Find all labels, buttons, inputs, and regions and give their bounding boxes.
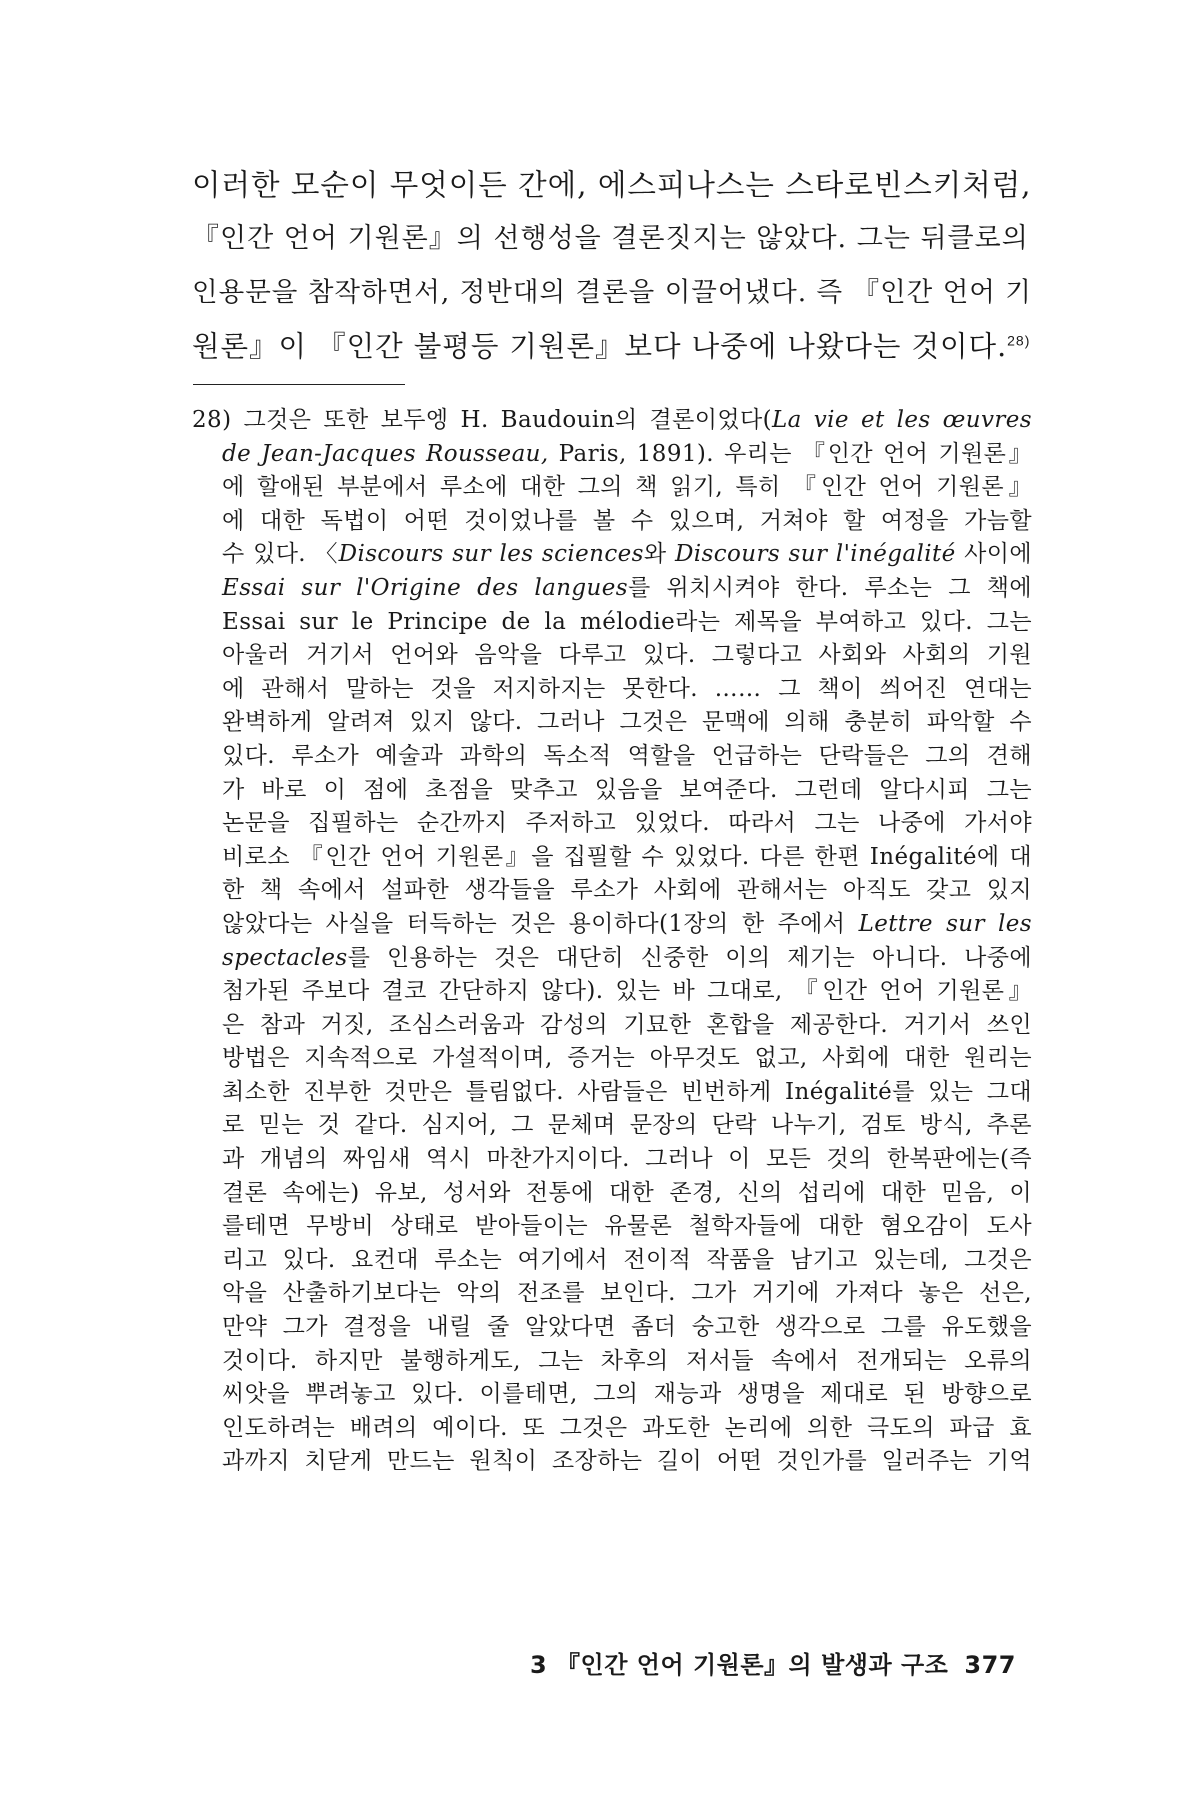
footnote-line: 를테면 무방비 상태로 받아들이는 유물론 철학자들에 대한 혐오감이 도사 <box>222 1213 1032 1240</box>
footnote-line: 만약 그가 결정을 내릴 줄 알았다면 좀더 숭고한 생각으로 그를 유도했을 <box>222 1314 1032 1341</box>
footnote-line: 은 참과 거짓, 조심스러움과 감성의 기묘한 혼합을 제공한다. 거기서 쓰인 <box>222 1011 1032 1038</box>
footnote-28 <box>192 404 1032 1479</box>
footnote-line: 로 믿는 것 같다. 심지어, 그 문체며 문장의 단락 나누기, 검토 방식, 추론 <box>222 1112 1032 1139</box>
footnote-italic-title: La vie et les œuvres <box>771 407 1032 433</box>
footnote-line: 한 책 속에서 설파한 생각들을 루소가 사회에 관해서는 아직도 갖고 있지 <box>222 877 1032 904</box>
footnote-line: 과 개념의 짜임새 역시 마찬가지이다. 그러나 이 모든 것의 한복판에는(즉 <box>222 1146 1032 1173</box>
footnote-italic-title: Discours sur les sciences <box>338 541 644 568</box>
footnote-line <box>192 942 1032 976</box>
footnote-line: 씨앗을 뿌려놓고 있다. 이를테면, 그의 재능과 생명을 제대로 된 방향으로 <box>222 1381 1032 1408</box>
footnote-line: 최소한 진부한 것만은 틀림없다. 사람들은 빈번하게 Inégalité를 있는 그대 <box>222 1078 1032 1105</box>
footnote-text: Paris, 1891). 우리는 『인간 언어 기원론』 <box>548 440 1032 467</box>
footnote-line: 아울러 거기서 언어와 음악을 다루고 있다. 그렇다고 사회와 사회의 기원 <box>222 642 1032 669</box>
footnote-italic-title: Lettre sur les <box>858 910 1032 937</box>
footnote-text: 를 위치시켜야 한다. 루소는 그 책에 <box>627 574 1032 601</box>
footnote-line: 과까지 치닫게 만드는 원칙이 조장하는 길이 어떤 것인가를 일러주는 기억 <box>222 1448 1032 1475</box>
body-line: 『인간 언어 기원론』의 선행성을 결론짓지는 않았다. 그는 뒤클로의 <box>192 223 1029 254</box>
footnote-line: 가 바로 이 점에 초점을 맞추고 있음을 보여준다. 그런데 알다시피 그는 <box>222 776 1032 803</box>
footnote-line: 완벽하게 알려져 있지 않다. 그러나 그것은 문맥에 의해 충분히 파악할 수 <box>222 709 1032 736</box>
footnote-line <box>192 538 1032 572</box>
footnote-line: 논문을 집필하는 순간까지 주저하고 있었다. 따라서 그는 나중에 가서야 <box>222 810 1032 837</box>
footnote-line: 에 할애된 부분에서 루소에 대한 그의 책 읽기, 특히 『인간 언어 기원론』 <box>222 474 1032 501</box>
footnote-line: 리고 있다. 요컨대 루소는 여기에서 전이적 작품을 남기고 있는데, 그것은 <box>222 1246 1032 1273</box>
footnote-line: 있다. 루소가 예술과 과학의 독소적 역할을 언급하는 단락들은 그의 견해 <box>222 742 1032 769</box>
body-line-text: 원론』이 『인간 불평등 기원론』보다 나중에 나왔다는 것이다. <box>192 330 1008 363</box>
footnote-italic-title: Essai sur l'Origine des langues <box>222 574 628 601</box>
footnote-line <box>192 438 1032 472</box>
body-line <box>192 320 1032 374</box>
body-line: 인용문을 참작하면서, 정반대의 결론을 이끌어냈다. 즉 『인간 언어 기 <box>192 277 1032 308</box>
footnote-italic-title: de Jean-Jacques Rousseau, <box>222 440 549 467</box>
footnote-line: 에 대한 독법이 어떤 것이었나를 볼 수 있으며, 거쳐야 할 여정을 가늠할 <box>222 507 1032 534</box>
page-number: 377 <box>964 1651 1016 1679</box>
footnote-line <box>192 572 1032 606</box>
footnote-line: 방법은 지속적으로 가설적이며, 증거는 아무것도 없고, 사회에 대한 원리는 <box>222 1045 1032 1072</box>
footnote-line: Essai sur le Principe de la mélodie라는 제목을 부여하고 있다. 그는 <box>222 608 1032 635</box>
footnote-line: 첨가된 주보다 결코 간단하지 않다). 있는 바 그대로, 『인간 언어 기원론』 <box>222 978 1032 1005</box>
chapter-title: 3 『인간 언어 기원론』의 발생과 구조 <box>530 1651 949 1679</box>
footnote-line: 것이다. 하지만 불행하게도, 그는 차후의 저서들 속에서 전개되는 오류의 <box>222 1347 1032 1374</box>
footnote-text: 그것은 또한 보두엥 H. Baudouin의 결론이었다( <box>243 407 772 433</box>
footnote-text: 않았다는 사실을 터득하는 것은 용이하다(1장의 한 주에서 <box>222 910 859 937</box>
body-line: 이러한 모순이 무엇이든 간에, 에스피나스는 스타로빈스키처럼, <box>192 168 1032 202</box>
footnote-text: 수 있다. 〈 <box>222 541 339 568</box>
footnote-text: 를 인용하는 것은 대단히 신중한 이의 제기는 아니다. 나중에 <box>347 944 1032 971</box>
footnote-number: 28) <box>192 407 232 433</box>
footnote-text: 사이에 <box>955 541 1032 568</box>
footnote-line <box>192 404 1032 438</box>
footnote-line: 결론 속에는) 유보, 성서와 전통에 대한 존경, 신의 섭리에 대한 믿음, 이 <box>222 1179 1032 1206</box>
footnote-reference[interactable]: 28) <box>1007 332 1031 349</box>
footnote-line: 비로소 『인간 언어 기원론』을 집필할 수 있었다. 다른 한편 Inégalité에 대 <box>222 843 1032 870</box>
footnote-italic-title: Discours sur l'inégalité <box>674 541 956 568</box>
footnote-line: 악을 산출하기보다는 악의 전조를 보인다. 그가 거기에 가져다 놓은 선은, <box>222 1280 1032 1307</box>
running-footer <box>530 1645 1016 1680</box>
footnote-text: 와 <box>643 541 675 568</box>
footnote-line <box>192 908 1032 942</box>
footnote-divider <box>193 384 405 385</box>
footnote-line: 에 관해서 말하는 것을 저지하지는 못한다. …… 그 책이 씌어진 연대는 <box>222 675 1032 702</box>
body-paragraph <box>192 158 1032 374</box>
footnote-italic-title: spectacles <box>222 944 348 971</box>
footnote-line: 인도하려는 배려의 예이다. 또 그것은 과도한 논리에 의한 극도의 파급 효 <box>222 1414 1032 1441</box>
